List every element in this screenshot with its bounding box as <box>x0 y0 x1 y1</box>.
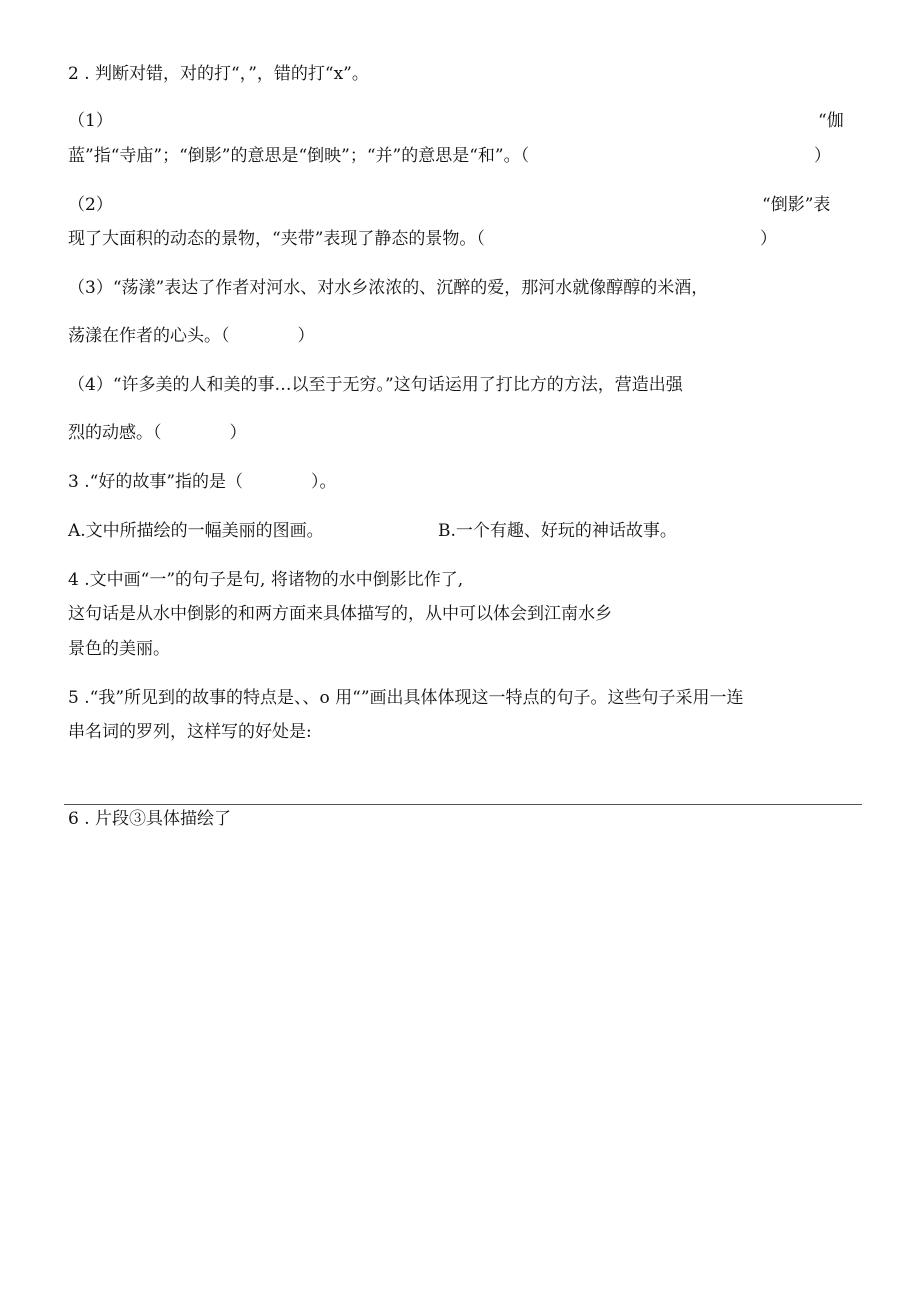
question-2-heading: 2 . 判断对错，对的打“，”，错的打“x”。 <box>68 64 369 84</box>
question-3-stem: 3 .“好的故事”指的是（ ）。 <box>68 472 337 492</box>
answer-divider <box>64 804 862 805</box>
q2-item2-close: ） <box>760 229 777 249</box>
q2-item2-line2: 现了大面积的动态的景物，“夹带”表现了静态的景物。（ <box>68 229 485 249</box>
q2-item1-line2: 蓝”指“寺庙”；“倒影”的意思是“倒映”；“并”的意思是“和”。（ <box>68 146 530 166</box>
question-5-line1: 5 .“我”所见到的故事的特点是、、o 用“”画出具体体现这一特点的句子。这些句子采用一连 <box>68 688 744 708</box>
question-5-line2: 串名词的罗列，这样写的好处是: <box>68 722 312 742</box>
option-a: A.文中所描绘的一幅美丽的图画。 <box>68 521 324 541</box>
q2-item4-line1: （4）“许多美的人和美的事…以至于无穷。”这句话运用了打比方的方法，营造出强 <box>68 375 683 395</box>
question-4-line2: 这句话是从水中倒影的和两方面来具体描写的，从中可以体会到江南水乡 <box>68 604 612 624</box>
q2-item3-line1: （3）“荡漾”表达了作者对河水、对水乡浓浓的、沉醉的爱，那河水就像醇醇的米酒， <box>68 278 709 298</box>
question-6-line1: 6 . 片段③具体描绘了 <box>68 809 232 829</box>
question-4-line1: 4 .文中画“一”的句子是句, 将诸物的水中倒影比作了, <box>68 570 464 590</box>
option-b: B.一个有趣、好玩的神话故事。 <box>438 521 677 541</box>
q2-item1-number: （1） <box>68 111 113 131</box>
question-4-line3: 景色的美丽。 <box>68 639 170 659</box>
q2-item1-tail: “伽 <box>818 111 844 131</box>
q2-item4-line2: 烈的动感。（ ） <box>68 423 247 443</box>
q2-item2-number: （2） <box>68 195 113 215</box>
q2-item1-close: ） <box>814 146 831 166</box>
q2-item3-line2: 荡漾在作者的心头。（ ） <box>68 326 315 346</box>
q2-item2-tail: “倒影”表 <box>762 195 831 215</box>
